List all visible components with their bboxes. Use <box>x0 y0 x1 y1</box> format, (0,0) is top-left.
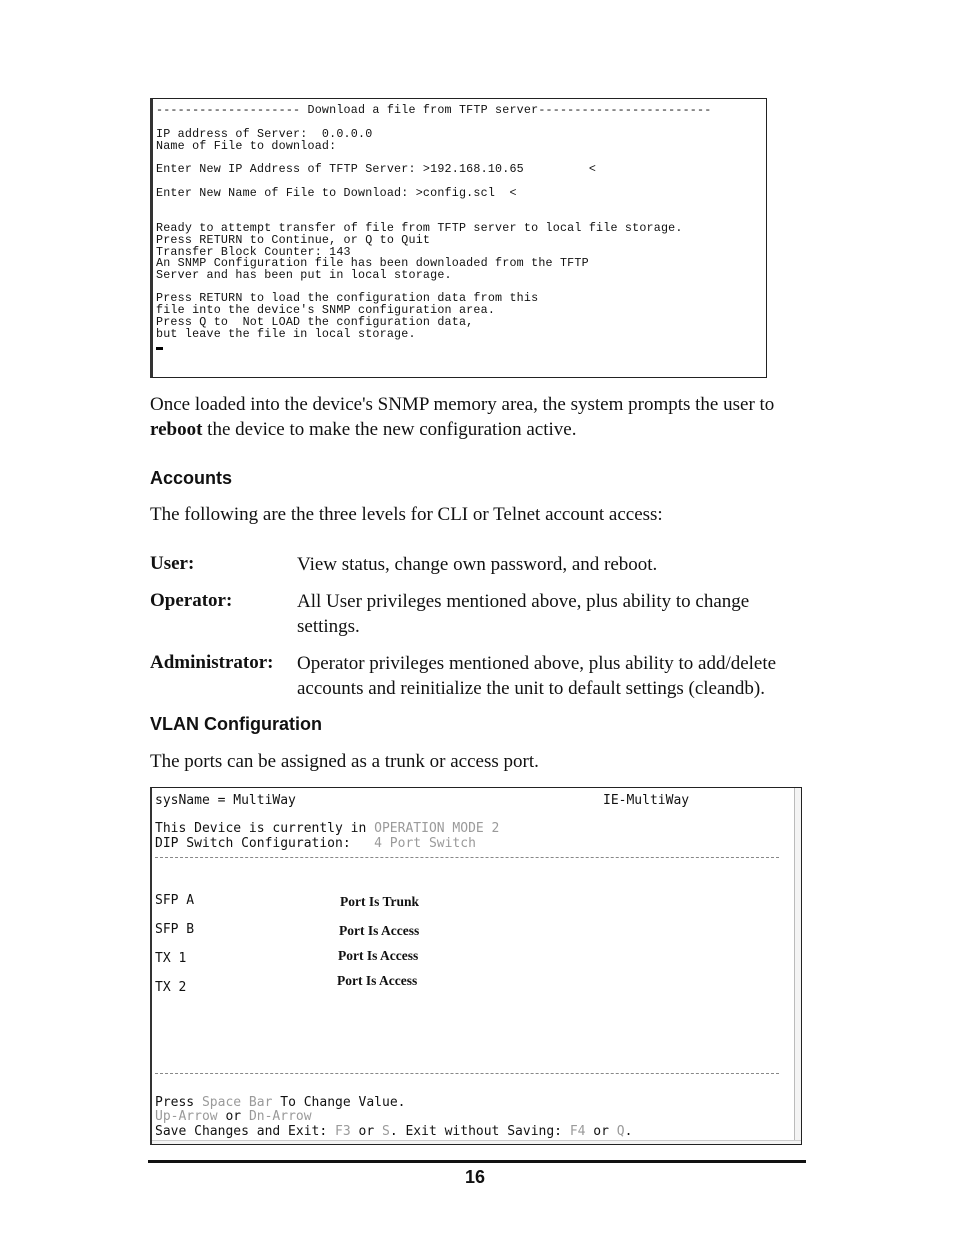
intro-line-2-rest: the device to make the new configuration active. <box>202 419 577 440</box>
help-line-2 <box>155 1109 312 1124</box>
mode-line <box>155 821 499 836</box>
terminal-line: An SNMP Configuration file has been downloaded from the TFTP <box>156 256 589 270</box>
help-text: To Change Value. <box>272 1095 406 1110</box>
space-bar-key: Space Bar <box>201 1095 273 1110</box>
terminal-line: but leave the file in local storage. <box>156 327 416 341</box>
account-level-label: Operator: <box>150 590 233 611</box>
help-text: Press <box>155 1095 202 1110</box>
terminal-line: file into the device's SNMP configuration area. <box>156 303 496 317</box>
vlan-intro: The ports can be assigned as a trunk or access port. <box>150 751 539 772</box>
page-number: 16 <box>465 1167 486 1187</box>
f3-key: F3 <box>335 1124 351 1139</box>
terminal-line: Press RETURN to load the configuration data from this <box>156 291 539 305</box>
help-text: or <box>217 1109 249 1124</box>
terminal-line: Press RETURN to Continue, or Q to Quit <box>156 233 431 247</box>
device-name-text: IE-MultiWay <box>603 793 690 808</box>
mode-label: This Device is currently in <box>155 821 375 836</box>
help-text: . Exit without Saving: <box>389 1124 570 1139</box>
terminal-line: IP address of Server: 0.0.0.0 <box>156 127 373 141</box>
separator-line <box>155 857 779 858</box>
help-text: . <box>624 1124 633 1139</box>
q-key: Q <box>616 1124 625 1139</box>
help-text: or <box>350 1124 382 1139</box>
help-text: Save Changes and Exit: <box>155 1124 336 1139</box>
up-arrow-key: Up-Arrow <box>155 1109 218 1124</box>
tftp-download-terminal <box>150 98 767 378</box>
vertical-scrollbar[interactable] <box>794 788 801 1144</box>
account-level-label: User: <box>150 553 195 574</box>
separator-line <box>155 1073 779 1074</box>
f4-key: F4 <box>569 1124 586 1139</box>
accounts-heading: Accounts <box>150 468 233 488</box>
terminal-line: Name of File to download: <box>156 139 337 153</box>
mode-value: OPERATION MODE 2 <box>374 821 500 836</box>
vlan-heading: VLAN Configuration <box>150 714 322 734</box>
terminal-line: Press Q to Not LOAD the configuration data, <box>156 315 474 329</box>
intro-line-1: Once loaded into the device's SNMP memory area, the system prompts the user to <box>150 394 775 415</box>
account-level-desc: View status, change own password, and reboot. <box>297 554 658 575</box>
dip-line <box>155 836 476 851</box>
s-key: S <box>381 1124 390 1139</box>
terminal-line: Ready to attempt transfer of file from TFTP server to local file storage. <box>156 221 683 235</box>
vlan-config-terminal <box>150 787 802 1145</box>
port-name: SFP B <box>155 922 195 937</box>
port-status-toggle[interactable]: Port Is Trunk <box>340 894 420 909</box>
account-level-desc: Operator privileges mentioned above, plus ability to add/delete <box>297 653 777 674</box>
dip-label: DIP Switch Configuration: <box>155 836 375 851</box>
port-status-toggle[interactable]: Port Is Access <box>339 923 420 938</box>
terminal-line: -------------------- Download a file from TFTP server------------------------ <box>156 103 712 117</box>
terminal-line: Transfer Block Counter: 143 <box>156 245 351 259</box>
horizontal-scrollbar[interactable] <box>152 1140 801 1144</box>
dn-arrow-key: Dn-Arrow <box>248 1109 312 1124</box>
account-level-desc: All User privileges mentioned above, plus ability to change <box>297 591 750 612</box>
intro-line-2 <box>150 417 576 442</box>
account-level-desc: accounts and reinitialize the unit to default settings (cleandb). <box>297 678 765 699</box>
terminal-line: Enter New IP Address of TFTP Server: >192.168.10.65 < <box>156 162 597 176</box>
help-text: or <box>585 1124 617 1139</box>
sysname-text: sysName = MultiWay <box>155 793 296 808</box>
footer-rule <box>148 1160 806 1163</box>
terminal-line: Server and has been put in local storage. <box>156 268 452 282</box>
port-name: TX 2 <box>155 980 187 995</box>
port-name: SFP A <box>155 893 195 908</box>
terminal-cursor <box>156 347 163 350</box>
dip-value: 4 Port Switch <box>374 836 476 851</box>
port-status-toggle[interactable]: Port Is Access <box>337 973 418 988</box>
terminal-line: Enter New Name of File to Download: >config.scl < <box>156 186 517 200</box>
port-status-toggle[interactable]: Port Is Access <box>338 948 419 963</box>
account-level-desc: settings. <box>297 616 360 637</box>
port-name: TX 1 <box>155 951 187 966</box>
accounts-intro: The following are the three levels for CLI or Telnet account access: <box>150 504 663 525</box>
account-level-label: Administrator: <box>150 652 274 673</box>
help-line-3 <box>155 1124 632 1139</box>
reboot-keyword: reboot <box>150 419 203 440</box>
help-line-1 <box>155 1095 405 1110</box>
